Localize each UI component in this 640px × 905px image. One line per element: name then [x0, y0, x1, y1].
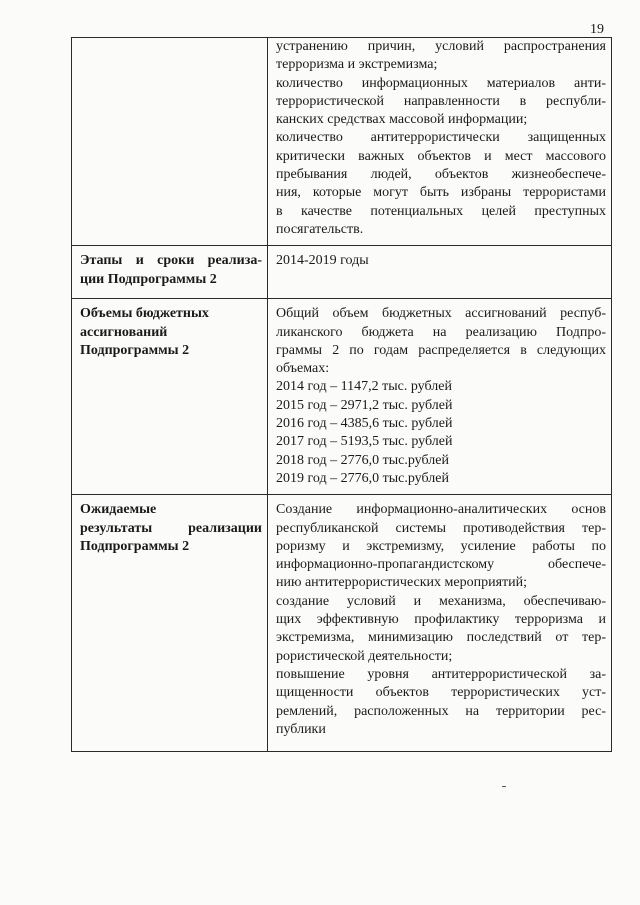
text-line: публики [276, 721, 326, 737]
text-line: ния, которые могут быть избраны террористами [276, 185, 606, 201]
text-line: критически важных объектов и мест массового [276, 148, 606, 164]
text-line: количество антитеррористически защищенных [276, 130, 606, 146]
year-amount: 2016 год – 4385,6 тыс. рублей [276, 416, 453, 432]
text-line: канских средствах массовой информации; [276, 112, 528, 128]
year-amount: 2015 год – 2971,2 тыс. рублей [276, 397, 453, 413]
label-line: Этапы и сроки реализа- [80, 253, 262, 269]
row-value-cell [268, 246, 612, 299]
subprogram-passport-table [71, 37, 612, 752]
text-line: щищенности объектов террористических уст- [276, 685, 606, 701]
table-row [72, 246, 612, 299]
text-line: устранению причин, условий распространения [276, 39, 606, 54]
text-line: щих эффективную профилактику терроризма и [276, 612, 606, 628]
text-line: ликанского бюджета на реализацию Подпро- [276, 324, 606, 340]
text-line: экстремизма, минимизацию последствий от тер- [276, 630, 606, 646]
text-line: рористической деятельности; [276, 648, 453, 664]
row-label-cell [72, 495, 268, 752]
label-line: Ожидаемые [80, 502, 157, 518]
text-line: в качестве потенциальных целей преступных [276, 203, 606, 219]
page-number: 19 [590, 22, 604, 37]
text-line: нию антитеррористических мероприятий; [276, 575, 528, 591]
table-row [72, 495, 612, 752]
text-line: республиканской системы противодействия тер- [276, 520, 606, 536]
row-label-cell [72, 299, 268, 495]
year-amount: 2018 год – 2776,0 тыс.рублей [276, 452, 449, 468]
label-line: ции Подпрограммы 2 [80, 271, 217, 287]
text-line: повышение уровня антитеррористической за- [276, 666, 606, 682]
text-line: граммы 2 по годам распределяется в следующих [276, 342, 606, 358]
label-line: Подпрограммы 2 [80, 342, 190, 358]
text-line: количество информационных материалов анти- [276, 75, 606, 91]
row-value-cell [268, 38, 612, 246]
table-row [72, 299, 612, 495]
row-value-cell [268, 495, 612, 752]
text-line: 2014-2019 годы [276, 253, 369, 269]
year-amount: 2014 год – 1147,2 тыс. рублей [276, 379, 452, 395]
text-line: роризму и экстремизму, усиление работы по [276, 538, 606, 554]
label-line: Объемы бюджетных [80, 306, 209, 322]
label-line: результаты реализации [80, 520, 262, 536]
text-line: ремлений, расположенных на территории рес- [276, 703, 606, 719]
table-row [72, 38, 612, 246]
text-line: Создание информационно-аналитических основ [276, 502, 606, 518]
text-line: Общий объем бюджетных ассигнований респуб- [276, 306, 606, 322]
row-value-cell [268, 299, 612, 495]
year-amount: 2017 год – 5193,5 тыс. рублей [276, 434, 453, 450]
label-line: Подпрограммы 2 [80, 538, 190, 554]
text-line: террористической направленности в республи- [276, 93, 606, 109]
label-line: ассигнований [80, 324, 168, 340]
text-line: посягательств. [276, 221, 364, 237]
text-line: объемах: [276, 361, 330, 377]
row-label-cell [72, 38, 268, 246]
text-line: создание условий и механизма, обеспечиваю- [276, 593, 606, 609]
text-line: терроризма и экстремизма; [276, 57, 438, 73]
stray-mark [502, 786, 506, 787]
year-amount: 2019 год – 2776,0 тыс.рублей [276, 470, 449, 486]
text-line: пребывания людей, объектов жизнеобеспече- [276, 167, 606, 183]
text-line: информационно-пропагандистскому обеспече- [276, 557, 606, 573]
row-label-cell [72, 246, 268, 299]
